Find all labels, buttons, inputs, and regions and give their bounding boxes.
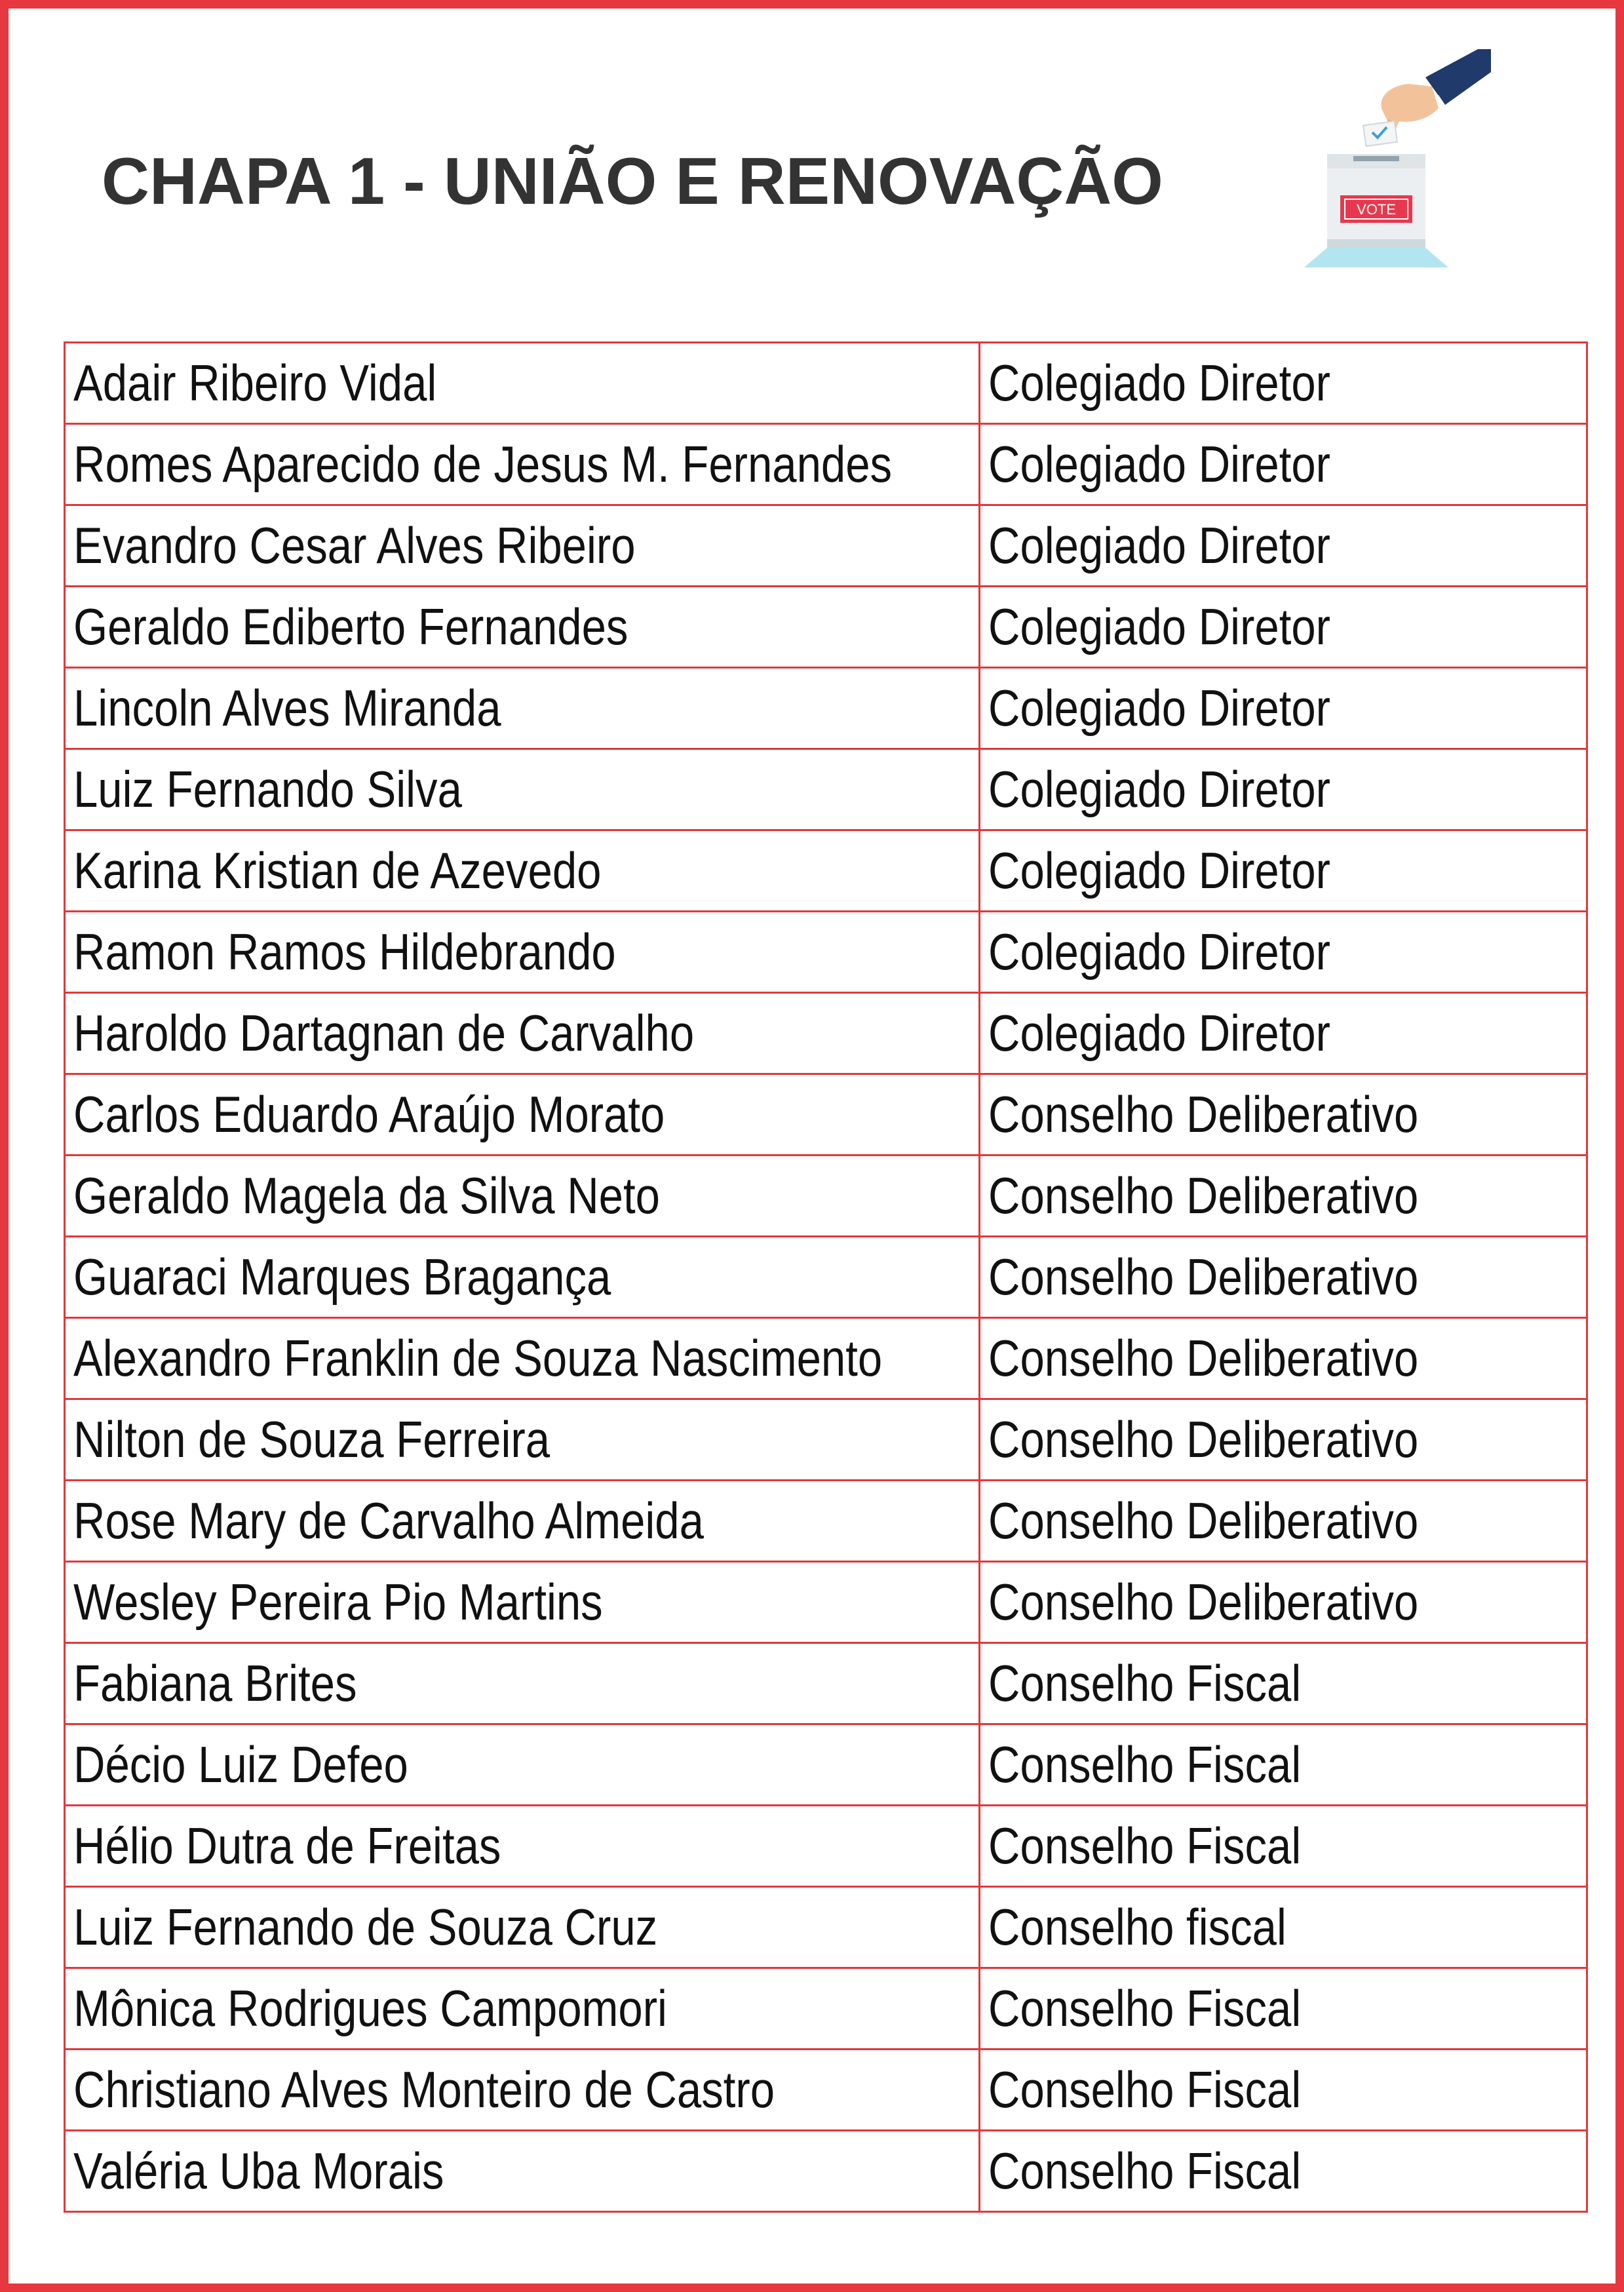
table-row [65, 1806, 1587, 1887]
member-role-cell [980, 912, 1587, 993]
member-role: Conselho Fiscal [988, 2142, 1302, 2200]
table-row [65, 1643, 1587, 1724]
table-row [65, 1237, 1587, 1318]
member-role-cell [980, 1481, 1587, 1562]
table-row [65, 1481, 1587, 1562]
member-role-cell [980, 587, 1587, 668]
table-row [65, 1318, 1587, 1399]
member-role: Conselho Deliberativo [988, 1329, 1419, 1387]
member-role-cell [980, 1643, 1587, 1724]
member-name: Guaraci Marques Bragança [73, 1248, 611, 1306]
ballot-box-label: VOTE [1357, 201, 1396, 218]
member-role: Colegiado Diretor [988, 679, 1331, 737]
member-name: Carlos Eduardo Araújo Morato [73, 1085, 665, 1143]
table-row [65, 668, 1587, 749]
member-role-cell [980, 1074, 1587, 1156]
member-name: Karina Kristian de Azevedo [73, 842, 602, 899]
member-name: Evandro Cesar Alves Ribeiro [73, 516, 636, 574]
table-row [65, 1399, 1587, 1481]
member-role-cell [980, 1562, 1587, 1643]
member-name: Ramon Ramos Hildebrando [73, 923, 616, 981]
member-name-cell [65, 1399, 980, 1481]
member-name-cell [65, 2131, 980, 2212]
member-name-cell [65, 424, 980, 505]
member-name-cell [65, 1156, 980, 1237]
member-name: Décio Luiz Defeo [73, 1736, 408, 1793]
member-name-cell [65, 1481, 980, 1562]
member-name: Mônica Rodrigues Campomori [73, 1979, 667, 2037]
member-role: Conselho Deliberativo [988, 1410, 1419, 1468]
member-role-cell [980, 749, 1587, 830]
member-name-cell [65, 343, 980, 424]
member-role-cell [980, 1887, 1587, 1968]
member-role-cell [980, 993, 1587, 1074]
member-role-cell [980, 1724, 1587, 1806]
table-row [65, 2131, 1587, 2212]
table-row [65, 1968, 1587, 2049]
member-role: Colegiado Diretor [988, 516, 1331, 574]
member-role: Conselho Deliberativo [988, 1492, 1419, 1549]
member-role: Conselho Deliberativo [988, 1167, 1419, 1224]
member-name: Geraldo Ediberto Fernandes [73, 598, 628, 655]
member-role-cell [980, 1237, 1587, 1318]
member-role-cell [980, 830, 1587, 912]
members-table-body [65, 343, 1587, 2212]
member-name-cell [65, 1562, 980, 1643]
hand-voting-ballot-box-icon [1304, 46, 1501, 275]
table-row [65, 993, 1587, 1074]
member-role: Colegiado Diretor [988, 598, 1331, 655]
member-name: Adair Ribeiro Vidal [73, 354, 437, 412]
table-row [65, 749, 1587, 830]
member-role: Colegiado Diretor [988, 354, 1331, 412]
table-row [65, 343, 1587, 424]
page-title: CHAPA 1 - UNIÃO E RENOVAÇÃO [102, 145, 1163, 218]
member-role-cell [980, 424, 1587, 505]
member-name-cell [65, 1318, 980, 1399]
member-name: Lincoln Alves Miranda [73, 679, 501, 737]
member-role: Colegiado Diretor [988, 760, 1331, 818]
member-role: Conselho Fiscal [988, 1736, 1302, 1793]
member-name: Christiano Alves Monteiro de Castro [73, 2061, 775, 2118]
member-name: Geraldo Magela da Silva Neto [73, 1167, 660, 1224]
member-name-cell [65, 1724, 980, 1806]
members-table [64, 341, 1588, 2213]
table-row [65, 830, 1587, 912]
member-name-cell [65, 587, 980, 668]
table-row [65, 1724, 1587, 1806]
table-row [65, 505, 1587, 587]
table-row [65, 912, 1587, 993]
member-name: Haroldo Dartagnan de Carvalho [73, 1004, 695, 1062]
table-row [65, 587, 1587, 668]
member-name-cell [65, 1806, 980, 1887]
member-role: Colegiado Diretor [988, 1004, 1331, 1062]
member-role: Conselho Fiscal [988, 1817, 1302, 1874]
member-name-cell [65, 993, 980, 1074]
member-name-cell [65, 505, 980, 587]
member-role: Conselho Fiscal [988, 1654, 1302, 1712]
table-row [65, 424, 1587, 505]
member-name-cell [65, 2049, 980, 2131]
member-name-cell [65, 830, 980, 912]
ballot-paper-shape [1363, 121, 1397, 146]
member-role: Conselho fiscal [988, 1898, 1286, 1956]
member-role: Conselho Fiscal [988, 2061, 1302, 2118]
member-name: Nilton de Souza Ferreira [73, 1410, 551, 1468]
member-role-cell [980, 2049, 1587, 2131]
member-name: Luiz Fernando Silva [73, 760, 462, 818]
member-role-cell [980, 1399, 1587, 1481]
member-name-cell [65, 1074, 980, 1156]
table-row [65, 1074, 1587, 1156]
member-role-cell [980, 2131, 1587, 2212]
member-name: Wesley Pereira Pio Martins [73, 1573, 603, 1631]
table-row [65, 2049, 1587, 2131]
member-role: Colegiado Diretor [988, 435, 1331, 493]
member-name: Rose Mary de Carvalho Almeida [73, 1492, 704, 1549]
member-name: Valéria Uba Morais [73, 2142, 444, 2200]
member-role-cell [980, 505, 1587, 587]
table-row [65, 1562, 1587, 1643]
member-role: Conselho Deliberativo [988, 1248, 1419, 1306]
member-name-cell [65, 1643, 980, 1724]
member-name: Alexandro Franklin de Souza Nascimento [73, 1329, 883, 1387]
member-name: Romes Aparecido de Jesus M. Fernandes [73, 435, 893, 493]
member-role-cell [980, 1318, 1587, 1399]
member-role: Conselho Deliberativo [988, 1573, 1419, 1631]
member-role: Colegiado Diretor [988, 923, 1331, 981]
table-row [65, 1156, 1587, 1237]
member-role-cell [980, 1968, 1587, 2049]
member-name-cell [65, 912, 980, 993]
member-name-cell [65, 1237, 980, 1318]
member-name: Fabiana Brites [73, 1654, 357, 1712]
member-name-cell [65, 1887, 980, 1968]
member-role-cell [980, 1156, 1587, 1237]
member-name-cell [65, 668, 980, 749]
member-role: Colegiado Diretor [988, 842, 1331, 899]
member-name: Luiz Fernando de Souza Cruz [73, 1898, 658, 1956]
member-role: Conselho Fiscal [988, 1979, 1302, 2037]
member-name-cell [65, 1968, 980, 2049]
member-role-cell [980, 1806, 1587, 1887]
member-name-cell [65, 749, 980, 830]
table-row [65, 1887, 1587, 1968]
member-role-cell [980, 668, 1587, 749]
member-name: Hélio Dutra de Freitas [73, 1817, 501, 1874]
member-role: Conselho Deliberativo [988, 1085, 1419, 1143]
member-role-cell [980, 343, 1587, 424]
